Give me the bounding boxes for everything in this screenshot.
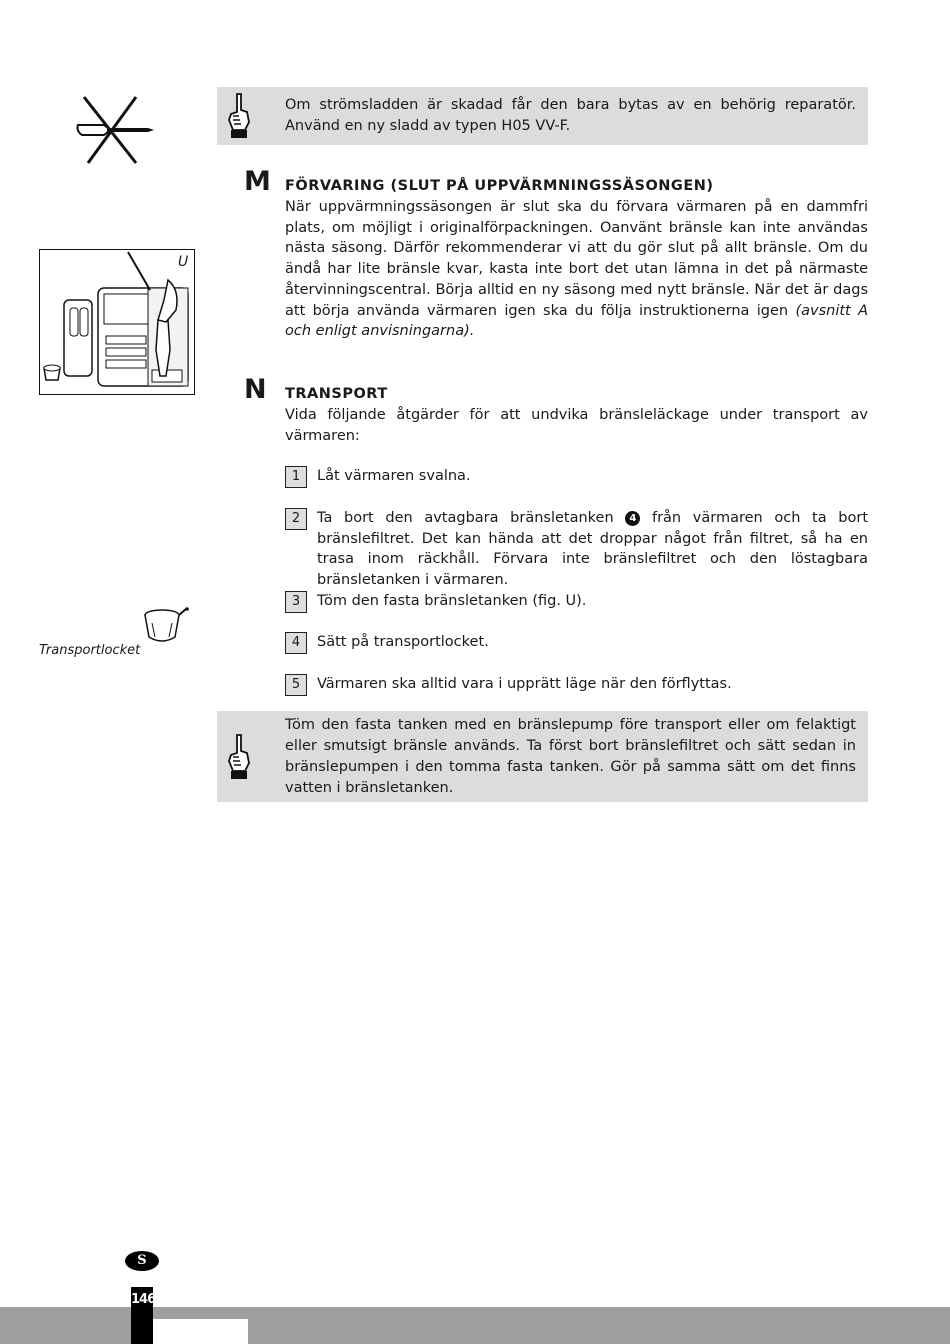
note2-text: Töm den fasta tanken med en bränslepump före transport eller om felaktigt eller smutsigt bränsle används. Ta först bort bränslefiltret och sätt sedan in bränslepumpen i den tomma fasta tanken. Gör på samma sätt om det finns vatten i bränsletanken. <box>285 717 856 796</box>
info-note <box>217 711 868 802</box>
figure-label: U <box>178 254 189 270</box>
pointing-hand-icon <box>223 733 255 781</box>
step-text: Värmaren ska alltid vara i upprätt läge när den förflyttas. <box>317 676 732 692</box>
transport-caption: Transportlocket <box>39 643 141 658</box>
step-text: Sätt på transportlocket. <box>317 634 489 650</box>
warning-note <box>217 87 868 145</box>
note1-text: Om strömsladden är skadad får den bara bytas av en behörig reparatör. Använd en ny sladd av typen H05 VV-F. <box>285 97 856 134</box>
figure-u <box>39 249 195 395</box>
footer-tab <box>153 1319 248 1344</box>
section-m-title: FÖRVARING (SLUT PÅ UPPVÄRMNINGSSÄSONGEN) <box>285 178 714 194</box>
section-m-letter: M <box>244 166 271 197</box>
section-n-letter: N <box>244 374 267 405</box>
language-badge: S <box>125 1251 159 1271</box>
tank-number-badge: 4 <box>625 511 640 526</box>
step-2-text-after: från värmaren och ta bort bränslefiltret. Det kan hända att det droppar något från filtret, så ha en trasa inom räckhåll. Förvara inte bränslefiltret och den löstagbara bränsletanken i värmaren. <box>317 510 869 589</box>
section-n-intro: Vida följande åtgärder för att undvika bränsleläckage under transport av värmaren: <box>285 407 868 444</box>
step-number: 4 <box>285 632 307 654</box>
step-2-text-before: Ta bort den avtagbara bränsletanken <box>317 510 614 526</box>
step-number: 3 <box>285 591 307 613</box>
section-m-body-italic: (avsnitt A och enligt anvisningarna). <box>285 302 868 340</box>
transport-cap-icon <box>142 607 190 647</box>
section-n-title: TRANSPORT <box>285 386 388 402</box>
step-text: Låt värmaren svalna. <box>317 468 471 484</box>
no-screwdriver-icon <box>74 95 158 165</box>
step-text: Töm den fasta bränsletanken (fig. U). <box>317 593 587 609</box>
section-m-body-text: När uppvärmningssäsongen är slut ska du förvara värmaren på en dammfri plats, om möjligt i originalförpackningen. Oanvänt bränsle kan inte användas nästa säsong. Därför rekommenderar vi att du gör slut på allt bränsle. Om du ändå har lite bränsle kvar, kasta inte bort det utan lämna in det på närmaste återvinningscentral. Börja alltid en ny säsong med nytt bränsle. När det är dags att börja använda värmaren igen ska du följa instruktionerna igen <box>285 199 868 319</box>
page-number: 146 <box>131 1287 153 1344</box>
step-number: 1 <box>285 466 307 488</box>
pointing-hand-icon <box>223 92 255 140</box>
step-number: 2 <box>285 508 307 530</box>
step-number: 5 <box>285 674 307 696</box>
section-m-body <box>285 197 868 342</box>
heater-illustration <box>40 250 194 394</box>
step-text <box>317 508 868 591</box>
